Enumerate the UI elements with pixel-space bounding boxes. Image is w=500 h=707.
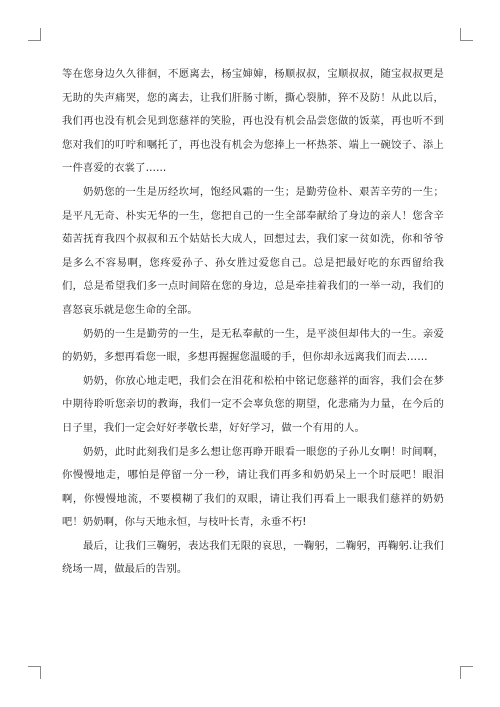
top-left-margin-mark	[28, 28, 41, 41]
document-body	[62, 63, 444, 582]
top-right-margin-mark	[460, 28, 473, 41]
bottom-left-margin-mark	[28, 666, 41, 679]
paragraph: 奶奶，你放心地走吧，我们会在泪花和松柏中铭记您慈祥的面容，我们会在梦中期待聆听您亲切的教诲，我们一定不会辜负您的期望，化悲痛为力量，在今后的日子里，我们一定会好好孝敬长辈，好好学习，做一个有用的人。	[62, 374, 444, 434]
bottom-right-margin-mark	[460, 666, 473, 679]
paragraph-continuation: 等在您身边久久徘徊，不愿离去，杨宝婶婶，杨顺叔叔，宝顺叔叔，随宝叔叔更是无助的失声痛哭，您的离去，让我们肝肠寸断，撕心裂肺，猝不及防！从此以后，我们再也没有机会见到您慈祥的笑脸，再也没有机会品尝您做的饭菜，再也听不到您对我们的叮咛和嘱托了，再也没有机会为您捧上一杯热茶、端上一碗饺子、添上一件喜爱的衣裳了……	[62, 68, 444, 175]
paragraph: 奶奶的一生是勤劳的一生，是无私奉献的一生，是平淡但却伟大的一生。亲爱的奶奶，多想再看您一眼，多想再握握您温暖的手，但你却永远离我们而去……	[62, 327, 444, 364]
paragraph: 奶奶，此时此刻我们是多么想让您再睁开眼看一眼您的子孙儿女啊！时间啊，你慢慢地走，哪怕是停留一分一秒，请让我们再多和奶奶呆上一个时辰吧！眼泪啊，你慢慢地流，不要模糊了我们的双眼，请让我们再看上一眼我们慈祥的奶奶吧！奶奶啊，你与天地永恒，与枝叶长青，永垂不朽!	[62, 445, 444, 529]
paragraph: 最后，让我们三鞠躬，表达我们无限的哀思，一鞠躬，二鞠躬，再鞠躬.让我们绕场一周，做最后的告别。	[62, 539, 444, 576]
paragraph: 奶奶您的一生是历经坎坷，饱经风霜的一生；是勤劳俭朴、艰苦辛劳的一生；是平凡无奇、朴实无华的一生，您把自己的一生全部奉献给了身边的亲人！您含辛茹苦抚育我四个叔叔和五个姑姑长大成人，回想过去，我们家一贫如洗，你和爷爷是多么不容易啊，您疼爱孙子、孙女胜过爱您自己。总是把最好吃的东西留给我们，总是希望我们多一点时间陪在您的身边，总是牵挂着我们的一举一动，我们的喜怒哀乐就是您生命的全部。	[62, 185, 444, 316]
